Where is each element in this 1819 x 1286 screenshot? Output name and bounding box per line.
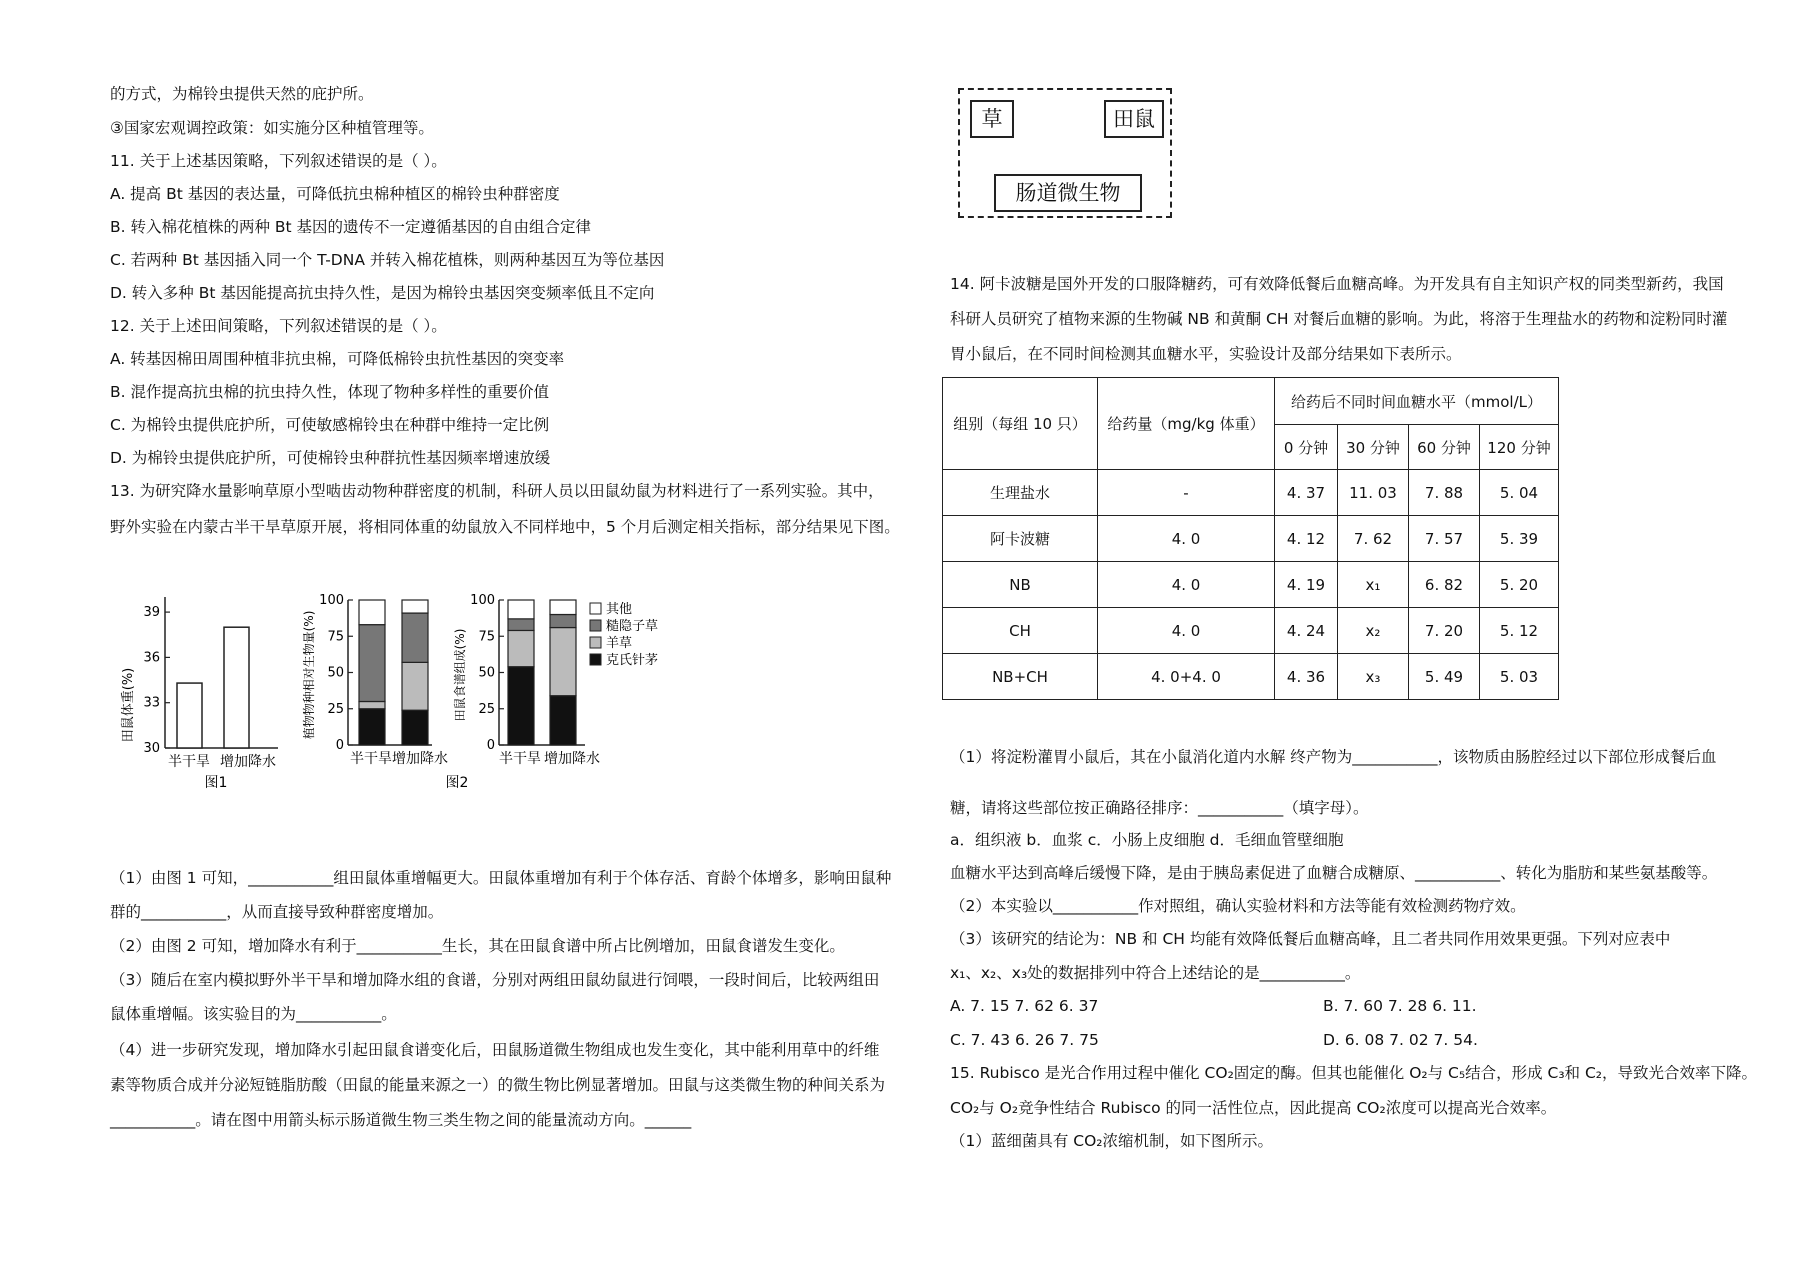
measure-3: ③国家宏观调控政策：如实施分区种植管理等。 [110, 119, 434, 137]
cell: 4. 0 [1098, 516, 1275, 562]
cell: - [1098, 470, 1275, 516]
fig2-left-cat-1: 增加降水 [392, 751, 448, 767]
q14-data-table [942, 377, 1559, 700]
grass-box: 草 [970, 100, 1014, 138]
q13-p3b: 鼠体重增幅。该实验目的为___________。 [110, 1005, 397, 1023]
q12-option-a[interactable]: A. 转基因棉田周围种植非抗虫棉，可降低棉铃虫抗性基因的突变率 [110, 350, 565, 368]
fig2L-segment-1 [402, 662, 428, 710]
q13-p2: （2）由图 2 可知，增加降水有利于___________生长，其在田鼠食谱中所占比例增加，田鼠食谱发生变化。 [110, 937, 845, 955]
cell: 4. 0 [1098, 608, 1275, 654]
fig1-bar-1 [224, 627, 249, 748]
fig2R-tick-label: 25 [478, 701, 495, 717]
q14-p1c: a．组织液 b．血浆 c．小肠上皮细胞 d．毛细血管壁细胞 [950, 831, 1344, 849]
cell: 4. 12 [1275, 516, 1338, 562]
fig1-cat-0: 半干旱 [168, 754, 210, 770]
cell: 5. 04 [1480, 470, 1559, 516]
fig2L-tick-label: 0 [335, 738, 344, 753]
q13-p4c: ___________。请在图中用箭头标示肠道微生物三类生物之间的能量流动方向。______ [110, 1111, 692, 1129]
fig2R-tick-label: 0 [486, 738, 495, 753]
fig2-legend [590, 601, 658, 668]
q14-p1a: （1）将淀粉灌胃小鼠后，其在小鼠消化道内水解 终产物为___________，该物质由肠腔经过以下部位形成餐后血 [950, 748, 1717, 766]
cell: CH [943, 608, 1098, 654]
fig1-caption: 图1 [204, 775, 228, 791]
legend-stipa: 克氏针茅 [606, 653, 659, 668]
q12-option-b[interactable]: B. 混作提高抗虫棉的抗虫持久性，体现了物种多样性的重要价值 [110, 383, 549, 401]
cell: 生理盐水 [943, 470, 1098, 516]
fig2L-segment-0 [359, 600, 385, 625]
fig2-left-cat-0: 半干旱 [350, 751, 392, 767]
header-time-0: 0 分钟 [1275, 425, 1338, 470]
cell: 7. 88 [1409, 470, 1480, 516]
fig1-tick-label: 36 [143, 650, 160, 666]
q14-option-a[interactable]: A. 7. 15 7. 62 6. 37 [950, 997, 1099, 1015]
fig2R-segment-0 [508, 619, 534, 631]
cell: 7. 62 [1338, 516, 1409, 562]
fig2R-segment-0 [508, 667, 534, 745]
fig2R-segment-0 [508, 630, 534, 666]
fig2L-segment-0 [359, 625, 385, 702]
legend-swatch-leymus [590, 637, 601, 648]
q11-stem: 11. 关于上述基因策略，下列叙述错误的是（ ）。 [110, 152, 447, 170]
fig1-tick-label: 39 [143, 605, 160, 621]
fig2R-tick-label: 50 [478, 665, 495, 681]
table-row [943, 654, 1559, 700]
cell: NB [943, 562, 1098, 608]
fig2L-segment-1 [402, 613, 428, 662]
table-row [943, 608, 1559, 654]
cell: 4. 0 [1098, 562, 1275, 608]
fig2-right-ylabel: 田鼠食谱组成(%) [453, 628, 467, 722]
header-time-30: 30 分钟 [1338, 425, 1409, 470]
cell: 4. 19 [1275, 562, 1338, 608]
fig2L-tick-label: 100 [319, 593, 344, 608]
header-group: 组别（每组 10 只） [943, 378, 1098, 470]
q15-line-1: 15. Rubisco 是光合作用过程中催化 CO₂固定的酶。但其也能催化 O₂与 C₅结合，形成 C₃和 C₂，导致光合效率下降。 [950, 1064, 1758, 1082]
cell: x₁ [1338, 562, 1409, 608]
intro-tail: 的方式，为棉铃虫提供天然的庇护所。 [110, 85, 374, 103]
header-level: 给药后不同时间血糖水平（mmol/L） [1275, 378, 1559, 425]
cell: 阿卡波糖 [943, 516, 1098, 562]
vole-box: 田鼠 [1104, 100, 1164, 138]
fig2R-segment-0 [508, 600, 534, 619]
q13-p3a: （3）随后在室内模拟野外半干旱和增加降水组的食谱，分别对两组田鼠幼鼠进行饲喂，一段时间后，比较两组田 [110, 971, 880, 989]
cell: 5. 39 [1480, 516, 1559, 562]
q13-stem-2: 野外实验在内蒙古半干旱草原开展，将相同体重的幼鼠放入不同样地中，5 个月后测定相关指标，部分结果见下图。 [110, 518, 900, 536]
q13-stem-1: 13. 为研究降水量影响草原小型啮齿动物种群密度的机制，科研人员以田鼠幼鼠为材料进行了一系列实验。其中， [110, 482, 884, 500]
fig1-cat-1: 增加降水 [220, 754, 276, 770]
cell: 5. 12 [1480, 608, 1559, 654]
fig2R-tick-label: 75 [478, 629, 495, 645]
fig2R-segment-1 [550, 696, 576, 745]
cell: x₃ [1338, 654, 1409, 700]
cell: 4. 0+4. 0 [1098, 654, 1275, 700]
fig2L-tick-label: 75 [327, 629, 344, 645]
fig2L-tick-label: 50 [327, 665, 344, 681]
cell: 6. 82 [1409, 562, 1480, 608]
fig2R-tick-label: 100 [470, 593, 495, 608]
cell: 7. 57 [1409, 516, 1480, 562]
figure-1 [120, 597, 278, 791]
q11-option-a[interactable]: A. 提高 Bt 基因的表达量，可降低抗虫棉种植区的棉铃虫种群密度 [110, 185, 560, 203]
q14-stem-2: 科研人员研究了植物来源的生物碱 NB 和黄酮 CH 对餐后血糖的影响。为此，将溶于生理盐水的药物和淀粉同时灌 [950, 310, 1728, 328]
fig2-right-cat-1: 增加降水 [544, 751, 600, 767]
cell: 5. 20 [1480, 562, 1559, 608]
fig2L-segment-1 [402, 710, 428, 745]
q12-option-d[interactable]: D. 为棉铃虫提供庇护所，可使棉铃虫种群抗性基因频率增速放缓 [110, 449, 551, 467]
cell: 7. 20 [1409, 608, 1480, 654]
q13-p4a: （4）进一步研究发现，增加降水引起田鼠食谱变化后，田鼠肠道微生物组成也发生变化，其中能利用草中的纤维 [110, 1041, 880, 1059]
q14-stem-1: 14. 阿卡波糖是国外开发的口服降糖药，可有效降低餐后血糖高峰。为开发具有自主知识产权的同类型新药，我国 [950, 275, 1724, 293]
q14-p1b: 糖，请将这些部位按正确路径排序：___________（填字母）。 [950, 799, 1369, 817]
fig2L-segment-0 [359, 709, 385, 745]
q14-p3b: x₁、x₂、x₃处的数据排列中符合上述结论的是___________。 [950, 964, 1361, 982]
legend-cleistogenes: 糙隐子草 [606, 619, 659, 634]
q14-option-d[interactable]: D. 6. 08 7. 02 7. 54. [1323, 1031, 1478, 1049]
cell: 11. 03 [1338, 470, 1409, 516]
fig1-ylabel: 田鼠体重(%) [121, 667, 136, 743]
table-row [943, 470, 1559, 516]
fig2R-segment-1 [550, 615, 576, 628]
fig2-left-ylabel: 植物物种相对生物量(%) [302, 610, 316, 740]
figure-2-right [446, 593, 600, 791]
cell: 4. 37 [1275, 470, 1338, 516]
figure-2-left [301, 593, 448, 767]
fig1-bar-0 [177, 683, 202, 748]
fig2L-tick-label: 25 [327, 701, 344, 717]
q14-p1d: 血糖水平达到高峰后缓慢下降，是由于胰岛素促进了血糖合成糖原、___________、转化为脂肪和某些氨基酸等。 [950, 864, 1718, 882]
q11-option-d[interactable]: D. 转入多种 Bt 基因能提高抗虫持久性，是因为棉铃虫基因突变频率低且不定向 [110, 284, 655, 302]
q14-p2: （2）本实验以___________作对照组，确认实验材料和方法等能有效检测药物疗效。 [950, 897, 1526, 915]
q13-figures [110, 585, 690, 795]
fig2R-segment-1 [550, 628, 576, 696]
legend-swatch-stipa [590, 654, 601, 665]
q15-line-3: （1）蓝细菌具有 CO₂浓缩机制，如下图所示。 [950, 1132, 1274, 1150]
header-time-120: 120 分钟 [1480, 425, 1559, 470]
cell: NB+CH [943, 654, 1098, 700]
q13-p1a: （1）由图 1 可知，___________组田鼠体重增幅更大。田鼠体重增加有利于个体存活、育龄个体增多，影响田鼠种 [110, 869, 892, 887]
q13-p4b: 素等物质合成并分泌短链脂肪酸（田鼠的能量来源之一）的微生物比例显著增加。田鼠与这类微生物的种间关系为 [110, 1076, 886, 1094]
header-time-60: 60 分钟 [1409, 425, 1480, 470]
fig1-tick-label: 30 [143, 741, 160, 756]
cell: 4. 24 [1275, 608, 1338, 654]
cell: 5. 49 [1409, 654, 1480, 700]
q14-stem-3: 胃小鼠后，在不同时间检测其血糖水平，实验设计及部分结果如下表所示。 [950, 345, 1462, 363]
cell: x₂ [1338, 608, 1409, 654]
cell: 5. 03 [1480, 654, 1559, 700]
fig2-caption: 图2 [445, 775, 469, 791]
gut-microbe-box: 肠道微生物 [994, 174, 1142, 212]
q11-option-b[interactable]: B. 转入棉花植株的两种 Bt 基因的遗传不一定遵循基因的自由组合定律 [110, 218, 592, 236]
fig2L-segment-0 [359, 702, 385, 709]
q11-option-c[interactable]: C. 若两种 Bt 基因插入同一个 T-DNA 并转入棉花植株，则两种基因互为等位基因 [110, 251, 665, 269]
q14-p3a: （3）该研究的结论为：NB 和 CH 均能有效降低餐后血糖高峰，且二者共同作用效果更强。下列对应表中 [950, 930, 1671, 948]
q15-line-2: CO₂与 O₂竞争性结合 Rubisco 的同一活性位点，因此提高 CO₂浓度可以提高光合效率。 [950, 1099, 1557, 1117]
fig2R-segment-1 [550, 600, 576, 615]
fig2-right-cat-0: 半干旱 [499, 751, 541, 767]
legend-swatch-cleistogenes [590, 620, 601, 631]
header-dose: 给药量（mg/kg 体重） [1098, 378, 1275, 470]
q13-p1b: 群的___________，从而直接导致种群密度增加。 [110, 903, 444, 921]
food-web-diagram [958, 88, 1172, 218]
table-row [943, 516, 1559, 562]
q14-option-b[interactable]: B. 7. 60 7. 28 6. 11. [1323, 997, 1477, 1015]
q12-stem: 12. 关于上述田间策略，下列叙述错误的是（ ）。 [110, 317, 447, 335]
legend-leymus: 羊草 [606, 636, 633, 651]
legend-swatch-other [590, 603, 601, 614]
legend-other: 其他 [606, 602, 633, 617]
q14-option-c[interactable]: C. 7. 43 6. 26 7. 75 [950, 1031, 1099, 1049]
table-row [943, 562, 1559, 608]
fig1-tick-label: 33 [143, 695, 160, 711]
cell: 4. 36 [1275, 654, 1338, 700]
fig2L-segment-1 [402, 600, 428, 613]
q12-option-c[interactable]: C. 为棉铃虫提供庇护所，可使敏感棉铃虫在种群中维持一定比例 [110, 416, 550, 434]
